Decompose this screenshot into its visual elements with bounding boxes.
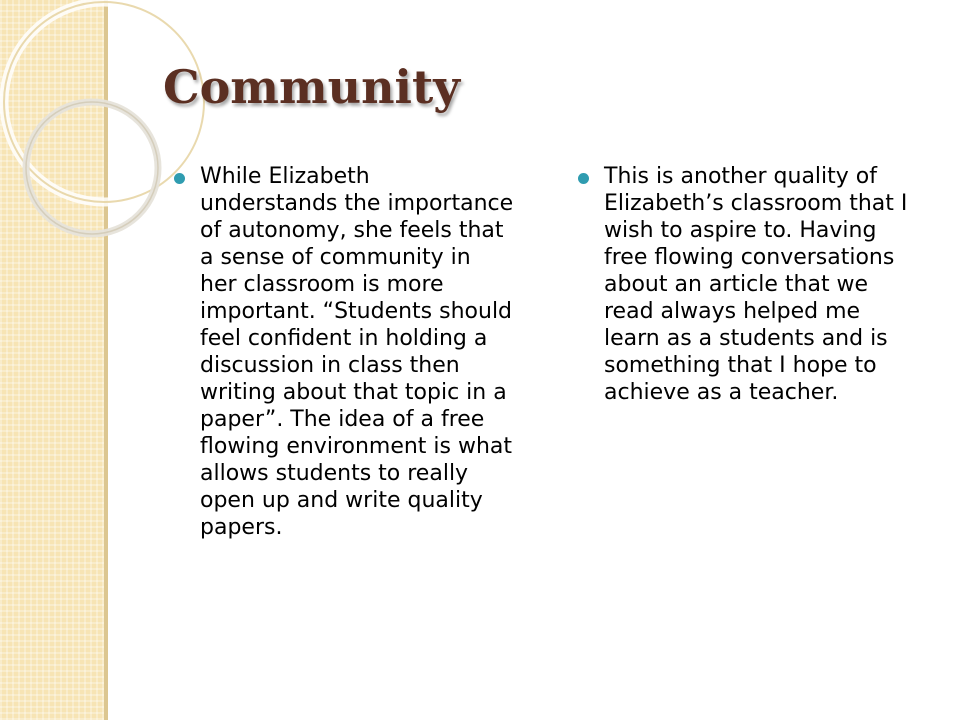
bullet-text-right: This is another quality of Elizabeth’s classroom that I wish to aspire to. Having free flowing conversations about an article that we read always helped me learn as a students and is something that I hope to achieve as a teacher.: [604, 164, 908, 405]
bullet-column-right: [578, 163, 918, 406]
bullet-dot-icon: [578, 173, 589, 184]
bullet-text-left: While Elizabeth understands the importance of autonomy, she feels that a sense of community in her classroom is more important. “Students should feel confident in holding a discussion in class then writing about that topic in a paper”. The idea of a free flowing environment is what allows students to really open up and write quality papers.: [200, 164, 514, 540]
slide-title: Community: [163, 60, 460, 114]
bullet-dot-icon: [174, 173, 185, 184]
bullet-column-left: [174, 163, 514, 541]
